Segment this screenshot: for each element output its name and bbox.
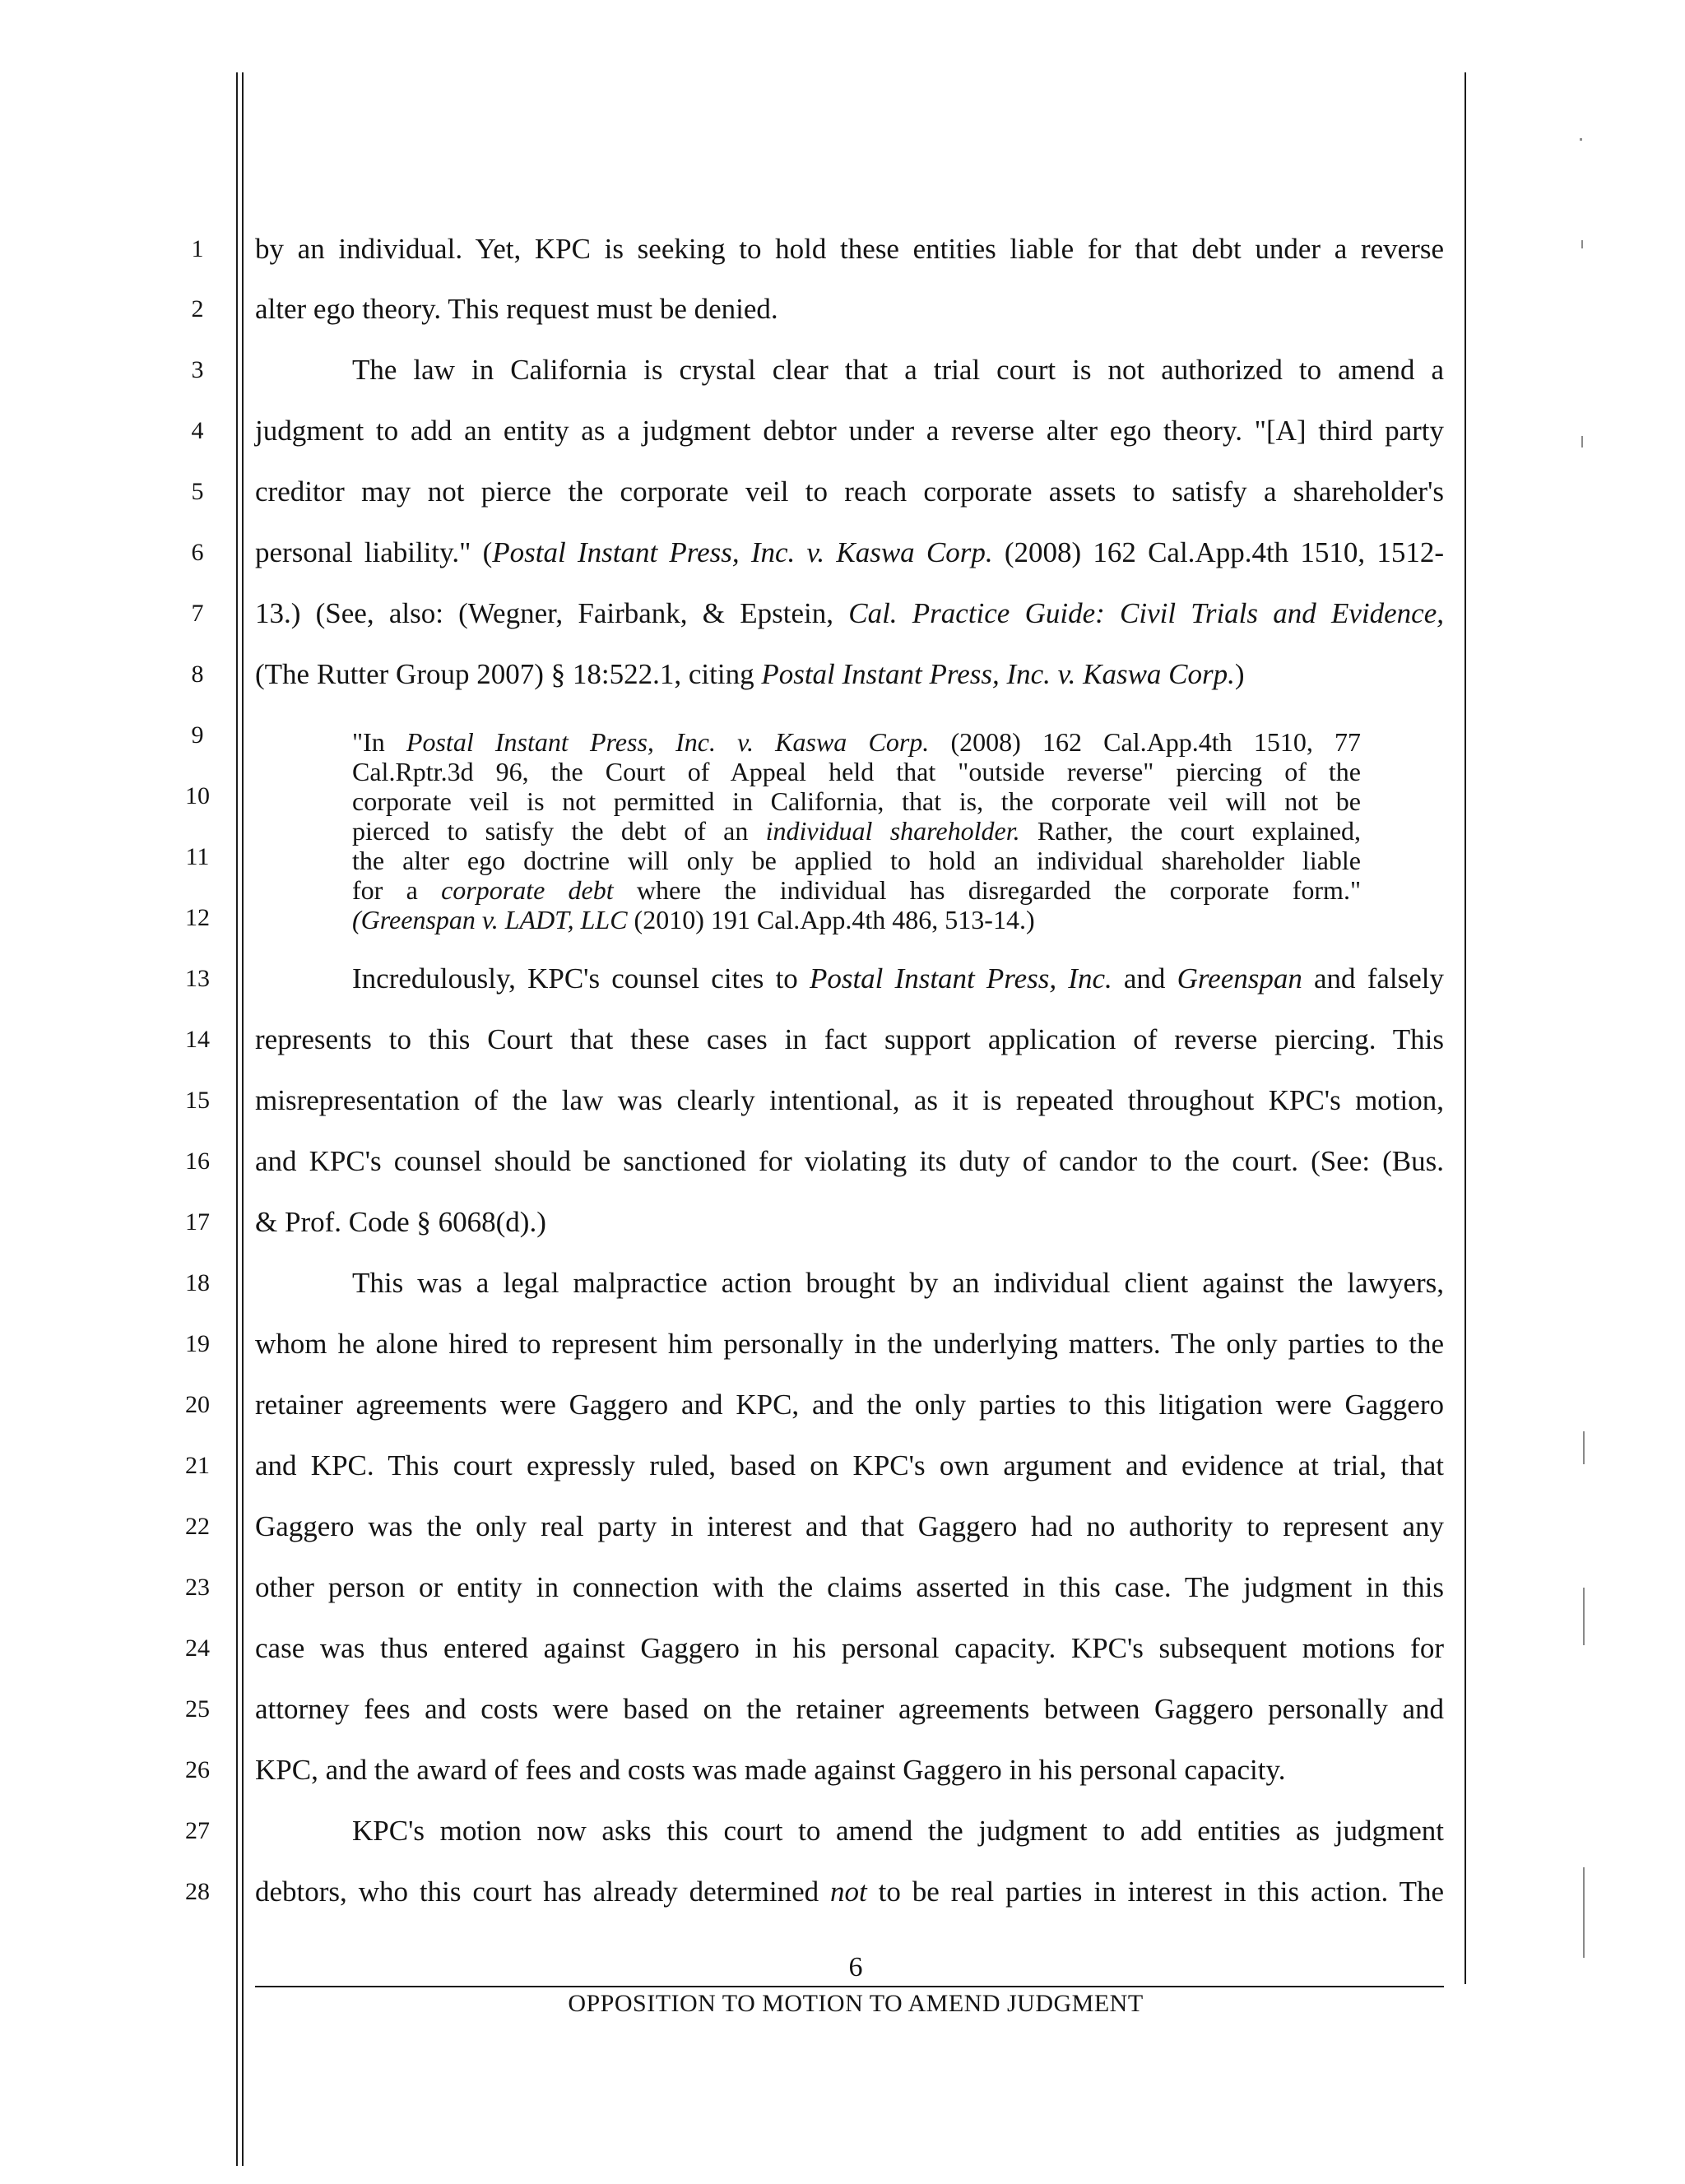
- line-number: 22: [185, 1513, 210, 1540]
- page-number: 6: [848, 1952, 863, 1982]
- case-citation: Postal Instant Press, Inc. v. Kaswa Corp.: [761, 658, 1235, 690]
- text-line: [255, 536, 1444, 570]
- line-number: 9: [191, 721, 204, 749]
- text-run: personal liability." (: [255, 536, 493, 568]
- line-number: 10: [185, 782, 210, 809]
- text-run: to be real parties in interest in this action. The: [866, 1876, 1444, 1908]
- line-number: 16: [185, 1148, 210, 1175]
- line-number: 17: [185, 1208, 210, 1236]
- quote-line: [352, 757, 1361, 786]
- line-number: 12: [185, 904, 210, 931]
- text-line: judgment to add an entity as a judgment debtor under a reverse alter ego theory. "[A] third party: [255, 415, 1444, 447]
- quote-line: [352, 846, 1361, 875]
- left-margin-rule-inner: [242, 72, 244, 2166]
- quote-line: [352, 816, 1361, 846]
- line-number: 5: [191, 478, 204, 505]
- line-number: 24: [185, 1635, 210, 1662]
- text-line: Gaggero was the only real party in interest and that Gaggero had no authority to represent any: [255, 1510, 1444, 1542]
- line-number: 6: [191, 539, 204, 566]
- text-line: [255, 657, 1444, 692]
- footer-rule: [255, 1986, 1444, 1987]
- line-number: 19: [185, 1330, 210, 1357]
- scan-speck: [1583, 1867, 1585, 1958]
- text-run: and: [1112, 962, 1177, 995]
- scan-speck: [1581, 436, 1583, 447]
- left-margin-rule-outer: [236, 72, 238, 2166]
- text-run: the alter ego doctrine will only be applied to hold an individual shareholder liable: [352, 846, 1361, 875]
- text-run: and falsely: [1302, 962, 1444, 995]
- text-line: creditor may not pierce the corporate veil to reach corporate assets to satisfy a shareholder's: [255, 475, 1444, 508]
- text-line: case was thus entered against Gaggero in his personal capacity. KPC's subsequent motions for: [255, 1632, 1444, 1664]
- quote-line: [352, 786, 1361, 816]
- text-run: "In: [352, 727, 406, 757]
- line-number: 28: [185, 1878, 210, 1905]
- text-line: This was a legal malpractice action brought by an individual client against the lawyers,: [352, 1267, 1444, 1299]
- line-number: 2: [191, 295, 204, 322]
- line-number: 8: [191, 661, 204, 688]
- line-number: 20: [185, 1391, 210, 1418]
- text-run: corporate veil is not permitted in California, that is, the corporate veil will not be: [352, 786, 1361, 816]
- case-citation: Greenspan: [1177, 962, 1302, 995]
- scan-speck: [1583, 1588, 1585, 1645]
- text-line: and KPC. This court expressly ruled, based on KPC's own argument and evidence at trial, that: [255, 1449, 1444, 1482]
- emphasis: individual shareholder.: [765, 816, 1020, 846]
- text-run: Rather, the court explained,: [1019, 816, 1362, 846]
- line-number: 23: [185, 1574, 210, 1601]
- line-number: 26: [185, 1756, 210, 1783]
- text-line: other person or entity in connection with the claims asserted in this case. The judgment in this: [255, 1571, 1444, 1603]
- emphasis: not: [830, 1876, 867, 1908]
- treatise-citation: Cal. Practice Guide: Civil Trials and Evidence,: [848, 597, 1444, 629]
- emphasis: corporate debt: [441, 875, 614, 905]
- text-run: for a: [352, 875, 442, 905]
- text-run: (2008) 162 Cal.App.4th 1510, 1512-: [992, 536, 1444, 568]
- text-run: (The Rutter Group 2007) § 18:522.1, citing: [255, 658, 762, 690]
- case-citation: Postal Instant Press, Inc.: [809, 962, 1112, 995]
- case-citation: Postal Instant Press, Inc. v. Kaswa Corp.: [406, 727, 930, 757]
- text-line: and KPC's counsel should be sanctioned for violating its duty of candor to the court. (See: (Bus.: [255, 1145, 1444, 1177]
- line-number: 1: [191, 235, 204, 262]
- text-line: represents to this Court that these cases in fact support application of reverse piercing. This: [255, 1023, 1444, 1055]
- text-line: alter ego theory. This request must be denied.: [255, 293, 778, 325]
- text-run: ): [1234, 658, 1245, 690]
- text-run: pierced to satisfy the debt of an: [352, 816, 766, 846]
- text-line: KPC's motion now asks this court to amend the judgment to add entities as judgment: [352, 1815, 1444, 1847]
- line-number: 25: [185, 1695, 210, 1723]
- line-number: 3: [191, 356, 204, 383]
- case-citation: Postal Instant Press, Inc. v. Kaswa Corp.: [492, 536, 993, 568]
- text-line: misrepresentation of the law was clearly intentional, as it is repeated throughout KPC's motion,: [255, 1084, 1444, 1116]
- text-line: [255, 596, 1444, 631]
- line-number: 27: [185, 1817, 210, 1844]
- text-line: whom he alone hired to represent him personally in the underlying matters. The only parties to the: [255, 1328, 1444, 1360]
- text-line: attorney fees and costs were based on the retainer agreements between Gaggero personally and: [255, 1693, 1444, 1725]
- text-run: (2010) 191 Cal.App.4th 486, 513-14.): [627, 905, 1035, 934]
- text-line: by an individual. Yet, KPC is seeking to hold these entities liable for that debt under a reverse: [255, 233, 1444, 265]
- text-run: debtors, who this court has already determined: [255, 1876, 831, 1908]
- line-number: 15: [185, 1087, 210, 1114]
- scan-speck: [1581, 240, 1583, 248]
- text-run: 13.) (See, also: (Wegner, Fairbank, & Epstein,: [255, 597, 849, 629]
- scan-speck: [1583, 1431, 1585, 1464]
- quote-line: [352, 875, 1361, 905]
- case-citation: (Greenspan v. LADT, LLC: [352, 905, 628, 934]
- quote-line: [352, 727, 1361, 757]
- line-number: 21: [185, 1452, 210, 1479]
- text-line: [255, 1875, 1444, 1909]
- text-line: [352, 962, 1444, 996]
- text-line: & Prof. Code § 6068(d).): [255, 1206, 546, 1238]
- line-number: 4: [191, 417, 204, 444]
- line-number: 13: [185, 965, 210, 992]
- footer-document-title: OPPOSITION TO MOTION TO AMEND JUDGMENT: [568, 1990, 1144, 2017]
- text-run: (2008) 162 Cal.App.4th 1510, 77: [929, 727, 1362, 757]
- text-line: KPC, and the award of fees and costs was made against Gaggero in his personal capacity.: [255, 1754, 1286, 1786]
- text-line: The law in California is crystal clear that a trial court is not authorized to amend a: [352, 354, 1444, 386]
- quote-line: [352, 905, 1361, 934]
- text-run: Incredulously, KPC's counsel cites to: [352, 962, 810, 995]
- text-run: Cal.Rptr.3d 96, the Court of Appeal held that "outside reverse" piercing of the: [352, 757, 1361, 786]
- line-number: 7: [191, 600, 204, 627]
- text-run: where the individual has disregarded the corporate form.": [613, 875, 1362, 905]
- line-number: 14: [185, 1026, 210, 1053]
- line-number: 11: [185, 843, 210, 870]
- line-number: 18: [185, 1269, 210, 1296]
- text-line: retainer agreements were Gaggero and KPC, and the only parties to this litigation were Gaggero: [255, 1389, 1444, 1421]
- right-margin-rule: [1465, 72, 1466, 1984]
- scan-speck: [1580, 138, 1582, 141]
